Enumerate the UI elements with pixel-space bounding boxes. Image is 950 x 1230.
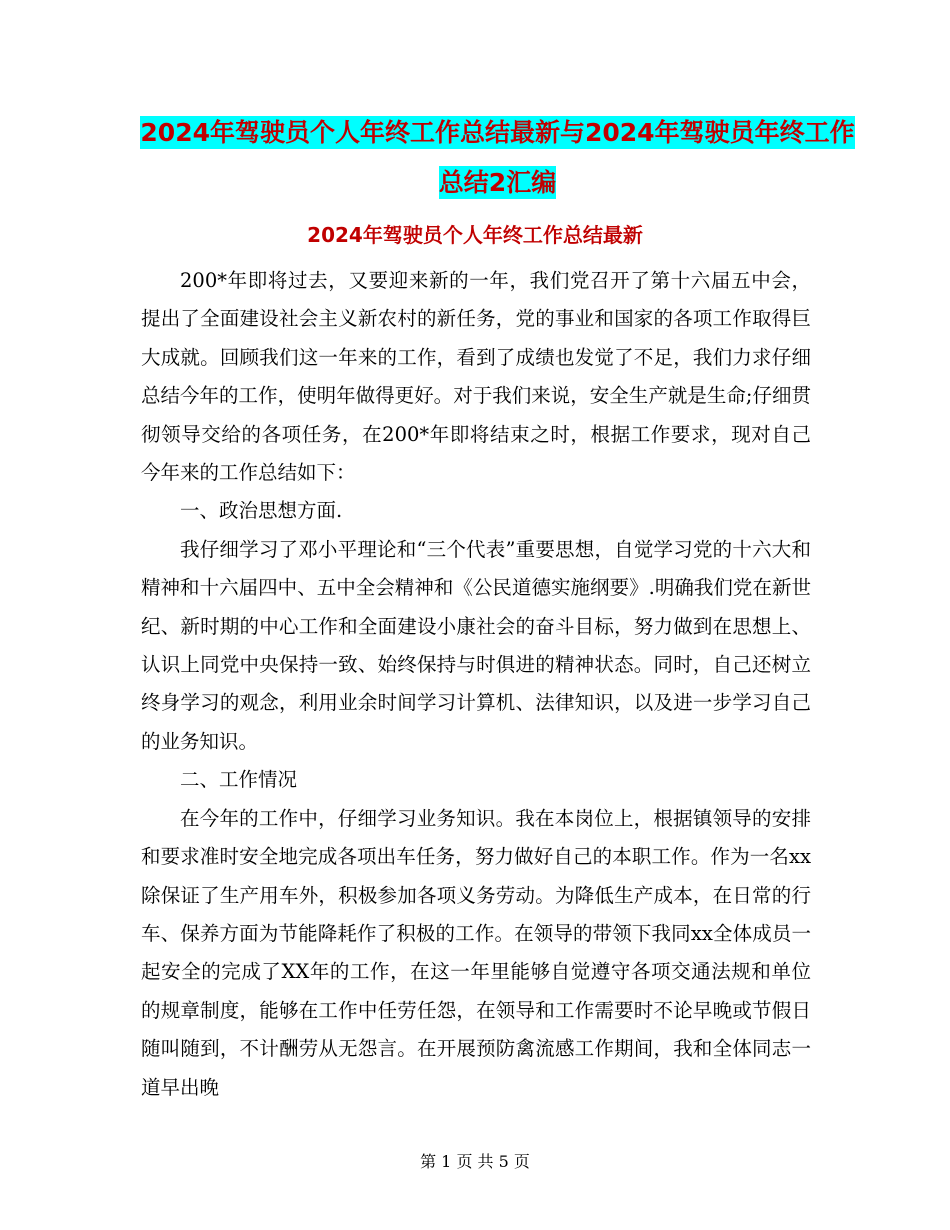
- paragraph: 200*年即将过去，又要迎来新的一年，我们党召开了第十六届五中会，提出了全面建设社会主义新农村的新任务，党的事业和国家的各项工作取得巨大成就。回顾我们这一年来的工作，看到了成绩也发觉了不足，我们力求仔细总结今年的工作，使明年做得更好。对于我们来说，安全生产就是生命;仔细贯彻领导交给的各项任务，在200*年即将结束之时，根据工作要求，现对自己今年来的工作总结如下：: [141, 269, 811, 485]
- section-title: 2024年驾驶员个人年终工作总结最新: [307, 223, 643, 247]
- paragraph: 在今年的工作中，仔细学习业务知识。我在本岗位上，根据镇领导的安排和要求准时安全地完成各项出车任务，努力做好自己的本职工作。作为一名xx除保证了生产用车外，积极参加各项义务劳动。为降低生产成本，在日常的行车、保养方面为节能降耗作了积极的工作。在领导的带领下我同xx全体成员一起安全的完成了XX年的工作，在这一年里能够自觉遵守各项交通法规和单位的规章制度，能够在工作中任劳任怨，在领导和工作需要时不论早晚或节假日随叫随到，不计酬劳从无怨言。在开展预防禽流感工作期间，我和全体同志一道早出晚: [141, 806, 811, 1099]
- document-title: [140, 108, 855, 208]
- page-footer: 第 1 页 共 5 页: [420, 1152, 530, 1171]
- document-body: [141, 262, 811, 1107]
- paragraph-heading: 一、政治思想方面.: [180, 499, 343, 523]
- paragraph: 我仔细学习了邓小平理论和“三个代表”重要思想，自觉学习党的十六大和精神和十六届四中、五中全会精神和《公民道德实施纲要》.明确我们党在新世纪、新时期的中心工作和全面建设小康社会的奋斗目标，努力做到在思想上、认识上同党中央保持一致、始终保持与时俱进的精神状态。同时，自己还树立终身学习的观念，利用业余时间学习计算机、法律知识，以及进一步学习自己的业务知识。: [141, 537, 811, 753]
- document-title-text: 2024年驾驶员个人年终工作总结最新与2024年驾驶员年终工作总结2汇编: [140, 118, 855, 197]
- paragraph-heading: 二、工作情况: [180, 768, 298, 792]
